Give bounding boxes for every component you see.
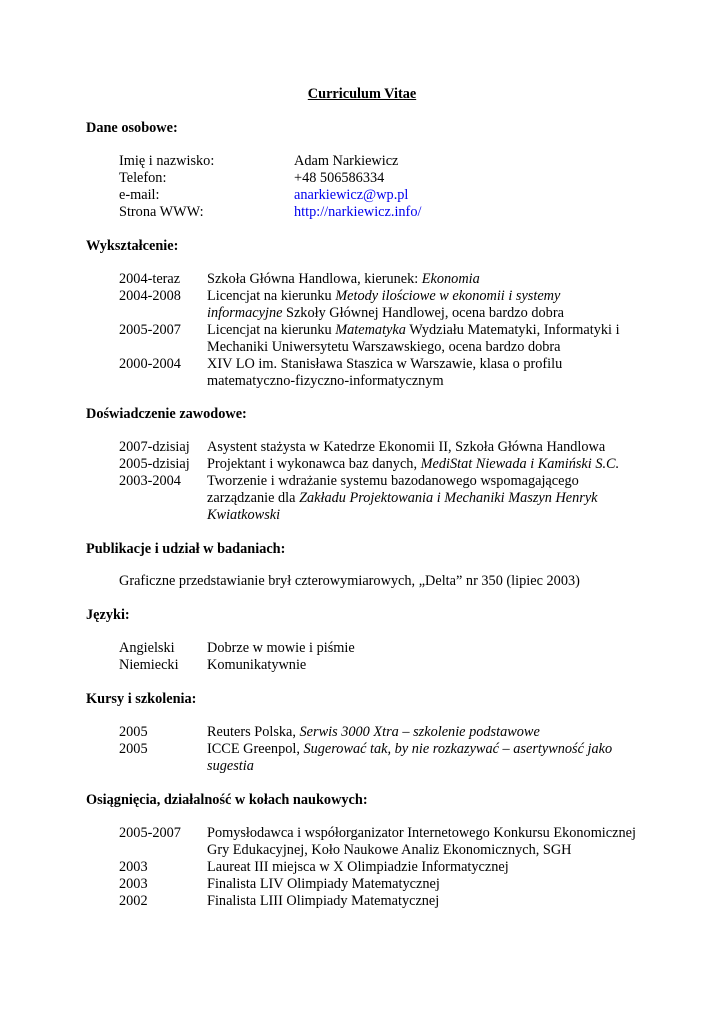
entry-text-plain-after: Szkoły Głównej Handlowej, ocena bardzo dobra xyxy=(282,305,564,321)
entry-text xyxy=(207,456,639,473)
entry-date: 2007-dzisiaj xyxy=(119,439,190,455)
entry-text-italic: MediStat Niewada i Kamiński S.C. xyxy=(420,456,620,472)
personal-row-email xyxy=(119,187,421,204)
publication-item: Graficzne przedstawianie brył czterowymiarowych, „Delta” nr 350 (lipiec 2003) xyxy=(119,573,580,589)
entry-date: Niemiecki xyxy=(119,657,179,673)
section-heading-publications: Publikacje i udział w badaniach: xyxy=(86,541,286,557)
entry-row xyxy=(119,724,639,741)
entry-date: Angielski xyxy=(119,640,175,656)
entry-text-plain: ICCE Greenpol, xyxy=(207,741,304,757)
entry-text xyxy=(207,271,639,288)
entry-date: 2005-dzisiaj xyxy=(119,456,190,472)
section-heading-experience: Doświadczenie zawodowe: xyxy=(86,406,247,422)
education-list xyxy=(119,271,639,390)
entry-text xyxy=(207,356,639,390)
entry-text xyxy=(207,640,639,657)
entry-row xyxy=(119,640,639,657)
section-heading-courses: Kursy i szkolenia: xyxy=(86,691,197,707)
entry-row xyxy=(119,288,639,322)
entry-date: 2004-teraz xyxy=(119,271,181,287)
entry-text-plain: Asystent stażysta w Katedrze Ekonomii II, Szkoła Główna Handlowa xyxy=(207,439,606,455)
entry-text-plain: Reuters Polska, xyxy=(207,724,300,740)
entry-date: 2005 xyxy=(119,741,148,757)
value-phone: +48 506586334 xyxy=(294,170,385,186)
website-link[interactable]: http://narkiewicz.info/ xyxy=(294,204,422,220)
entry-text-plain: Finalista LIV Olimpiady Matematycznej xyxy=(207,876,440,892)
entry-row xyxy=(119,859,639,876)
entry-text-plain-after: Wydziału Matematyki, Informatyki i Mechaniki Uniwersytetu Warszawskiego, ocena bardzo dobra xyxy=(207,322,620,355)
entry-text-plain: Tworzenie i wdrażanie systemu bazodanowego wspomagającego zarządzanie dla xyxy=(207,473,579,506)
entry-text-italic: Sugerować tak, by nie rozkazywać – asertywność jako sugestia xyxy=(207,741,613,774)
entry-text xyxy=(207,825,639,859)
entry-date: 2003 xyxy=(119,876,148,892)
entry-text-plain: Dobrze w mowie i piśmie xyxy=(207,640,355,656)
entry-date: 2003 xyxy=(119,859,148,875)
entry-text-plain: Szkoła Główna Handlowa, kierunek: xyxy=(207,271,422,287)
entry-date: 2003-2004 xyxy=(119,473,181,489)
entry-text-italic: Zakładu Projektowania i Mechaniki Maszyn Henryk Kwiatkowski xyxy=(207,490,598,523)
entry-date: 2005-2007 xyxy=(119,825,181,841)
entry-text-italic: Ekonomia xyxy=(421,271,480,287)
entry-date: 2004-2008 xyxy=(119,288,181,304)
entry-row xyxy=(119,271,639,288)
entry-text-plain: XIV LO im. Stanisława Staszica w Warszawie, klasa o profilu matematyczno-fizyczno-informatycznym xyxy=(207,356,563,389)
entry-text xyxy=(207,322,639,356)
label-email: e-mail: xyxy=(119,187,160,203)
entry-date: 2005 xyxy=(119,724,148,740)
section-heading-personal: Dane osobowe: xyxy=(86,120,178,136)
courses-list xyxy=(119,724,639,775)
entry-row xyxy=(119,456,639,473)
personal-row-name xyxy=(119,153,421,170)
personal-row-website xyxy=(119,204,421,221)
entry-row xyxy=(119,473,639,524)
entry-text xyxy=(207,859,639,876)
entry-date: 2005-2007 xyxy=(119,322,181,338)
entry-row xyxy=(119,356,639,390)
entry-text-italic: Matematyka xyxy=(335,322,406,338)
personal-row-phone xyxy=(119,170,421,187)
entry-row xyxy=(119,893,639,910)
entry-text xyxy=(207,473,639,524)
entry-row xyxy=(119,657,639,674)
entry-text-plain: Pomysłodawca i współorganizator Internetowego Konkursu Ekonomicznej Gry Edukacyjnej, Koło Naukowe Analiz Ekonomicznych, SGH xyxy=(207,825,636,858)
entry-text-italic: Metody ilościowe w ekonomii i systemy informacyjne xyxy=(207,288,561,321)
personal-data xyxy=(119,153,421,221)
section-heading-education: Wykształcenie: xyxy=(86,238,179,254)
entry-text xyxy=(207,724,639,741)
entry-text-plain: Finalista LIII Olimpiady Matematycznej xyxy=(207,893,440,909)
entry-date: 2002 xyxy=(119,893,148,909)
entry-text-italic: Serwis 3000 Xtra – szkolenie podstawowe xyxy=(299,724,540,740)
entry-row xyxy=(119,741,639,775)
entry-text xyxy=(207,893,639,910)
label-name: Imię i nazwisko: xyxy=(119,153,215,169)
email-link[interactable]: anarkiewicz@wp.pl xyxy=(294,187,409,203)
value-name: Adam Narkiewicz xyxy=(294,153,399,169)
entry-row xyxy=(119,439,639,456)
entry-text-plain: Komunikatywnie xyxy=(207,657,307,673)
entry-row xyxy=(119,322,639,356)
entry-text-plain: Licencjat na kierunku xyxy=(207,288,336,304)
page-title: Curriculum Vitae xyxy=(307,86,417,102)
section-heading-languages: Języki: xyxy=(86,607,130,623)
entry-row xyxy=(119,876,639,893)
entry-text xyxy=(207,657,639,674)
label-website: Strona WWW: xyxy=(119,204,204,220)
label-phone: Telefon: xyxy=(119,170,167,186)
entry-text xyxy=(207,439,639,456)
entry-date: 2000-2004 xyxy=(119,356,181,372)
entry-text-plain: Projektant i wykonawca baz danych, xyxy=(207,456,421,472)
achievements-list xyxy=(119,825,639,910)
entry-text xyxy=(207,741,639,775)
entry-text-plain: Licencjat na kierunku xyxy=(207,322,336,338)
entry-text xyxy=(207,288,639,322)
entry-text-plain: Laureat III miejsca w X Olimpiadzie Informatycznej xyxy=(207,859,509,875)
section-heading-achievements: Osiągnięcia, działalność w kołach naukowych: xyxy=(86,792,368,808)
entry-text xyxy=(207,876,639,893)
languages-list xyxy=(119,640,639,674)
experience-list xyxy=(119,439,639,524)
entry-row xyxy=(119,825,639,859)
